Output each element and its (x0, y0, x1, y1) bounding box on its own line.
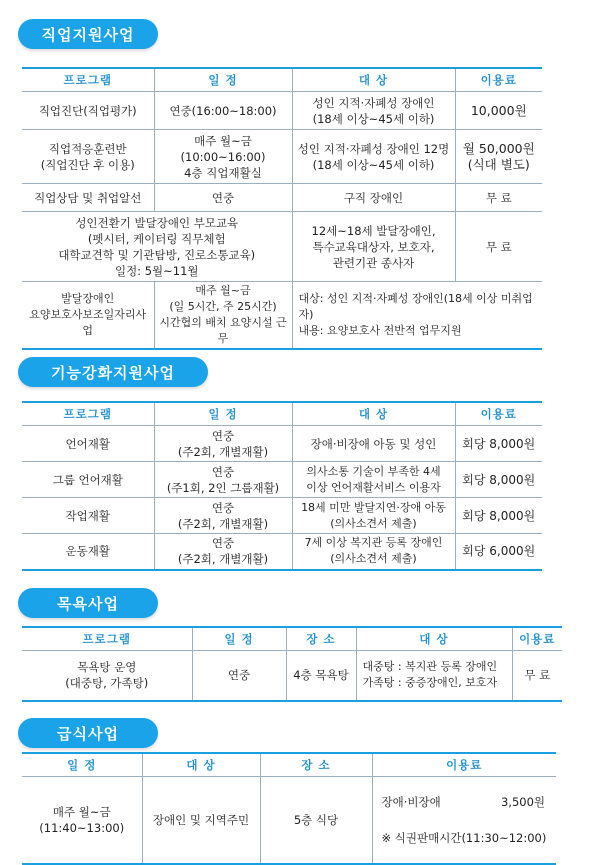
table-row (22, 426, 542, 462)
target-cell: 18세 미만 발달지연·장애 아동 (의사소견서 제출) (292, 498, 455, 534)
schedule-cell: 매주 월~금 (일 5시간, 주 25시간) 시간협의 배치 요양시설 근무 (154, 282, 292, 350)
section-title-bath: 목욕사업 (18, 588, 158, 618)
header-program: 프로그램 (22, 627, 192, 651)
fee-cell: 회당 8,000원 (455, 462, 542, 498)
fee-cell: 회당 8,000원 (455, 498, 542, 534)
header-place: 장 소 (260, 753, 372, 777)
target-cell: 대상: 성인 지적·자폐성 장애인(18세 이상 미취업자) 내용: 요양보호사 전반적 업무지원 (292, 282, 542, 350)
header-schedule: 일 정 (192, 627, 286, 651)
schedule-cell: 연중 (154, 184, 292, 212)
fee-cell: 무 료 (455, 184, 542, 212)
schedule-cell: 연중(16:00~18:00) (154, 92, 292, 130)
schedule-cell: 연중 (주1회, 2인 그룹재활) (154, 462, 292, 498)
program-cell: 운동재활 (22, 534, 154, 570)
schedule-cell: 매주 월~금 (10:00~16:00) 4층 직업재활실 (154, 130, 292, 184)
place-cell: 4층 목욕탕 (286, 651, 356, 701)
header-target: 대 상 (292, 402, 455, 426)
program-cell: 작업재활 (22, 498, 154, 534)
table-row (22, 777, 556, 865)
place-cell: 5층 식당 (260, 777, 372, 865)
header-fee: 이용료 (455, 68, 542, 92)
target-cell: 성인 지적·자폐성 장애인 (18세 이상~45세 이하) (292, 92, 455, 130)
header-fee: 이용료 (455, 402, 542, 426)
table-row (22, 130, 542, 184)
table-row (22, 282, 542, 350)
target-cell: 장애인 및 지역주민 (142, 777, 260, 865)
schedule-cell: 연중 (192, 651, 286, 701)
section-title-job-support: 직업지원사업 (18, 19, 158, 49)
fee-cell: 무 료 (512, 651, 562, 701)
fee-line (376, 794, 554, 810)
target-cell: 장애·비장애 아동 및 성인 (292, 426, 455, 462)
header-place: 장 소 (286, 627, 356, 651)
program-cell: 발달장애인 요양보호사보조일자리사업 (22, 282, 154, 350)
program-cell: 언어재활 (22, 426, 154, 462)
table-row (22, 462, 542, 498)
bath-table (22, 626, 562, 702)
program-cell: 성인전환기 발달장애인 부모교육 (펫시터, 케이터링 직무체험 대학교견학 및 기관탐방, 진로소통교육) 일정: 5월~11월 (22, 212, 292, 282)
fee-value: 3,500원 (500, 795, 545, 809)
table-row (22, 534, 542, 570)
table-row (22, 92, 542, 130)
header-target: 대 상 (356, 627, 512, 651)
target-cell: 7세 이상 복지관 등록 장애인 (의사소견서 제출) (292, 534, 455, 570)
program-cell: 직업진단(직업평가) (22, 92, 154, 130)
target-cell: 12세~18세 발달장애인, 특수교육대상자, 보호자, 관련기관 종사자 (292, 212, 455, 282)
target-cell: 의사소통 기술이 부족한 4세 이상 언어재활서비스 이용자 (292, 462, 455, 498)
target-cell: 구직 장애인 (292, 184, 455, 212)
program-cell: 직업상담 및 취업알선 (22, 184, 154, 212)
table-row (22, 184, 542, 212)
schedule-cell: 연중 (주2회, 개별재활) (154, 498, 292, 534)
job-support-table (22, 67, 542, 350)
target-cell: 성인 지적·자폐성 장애인 12명 (18세 이상~45세 이하) (292, 130, 455, 184)
target-cell: 대중탕 : 복지관 등록 장애인 가족탕 : 중증장애인, 보호자 (356, 651, 512, 701)
function-support-table (22, 401, 542, 571)
schedule-cell: 매주 월~금 (11:40~13:00) (22, 777, 142, 865)
program-cell: 직업적응훈련반 (직업진단 후 이용) (22, 130, 154, 184)
fee-cell: 회당 6,000원 (455, 534, 542, 570)
fee-cell: 월 50,000원 (식대 별도) (455, 130, 542, 184)
section-title-function-support: 기능강화지원사업 (18, 357, 208, 387)
fee-cell (372, 777, 556, 865)
meal-table (22, 752, 556, 865)
header-schedule: 일 정 (154, 402, 292, 426)
header-fee: 이용료 (512, 627, 562, 651)
fee-note: ※ 식권판매시간(11:30~12:00) (381, 831, 547, 845)
header-schedule: 일 정 (22, 753, 142, 777)
header-target: 대 상 (142, 753, 260, 777)
schedule-cell: 연중 (주2회, 개별개활) (154, 534, 292, 570)
table-row (22, 212, 542, 282)
header-program: 프로그램 (22, 402, 154, 426)
fee-label: 장애·비장애 (381, 795, 441, 809)
table-row (22, 651, 562, 701)
table-row (22, 498, 542, 534)
program-cell: 목욕탕 운영 (대중탕, 가족탕) (22, 651, 192, 701)
header-schedule: 일 정 (154, 68, 292, 92)
fee-cell: 10,000원 (455, 92, 542, 130)
fee-cell: 회당 8,000원 (455, 426, 542, 462)
header-program: 프로그램 (22, 68, 154, 92)
schedule-cell: 연중 (주2회, 개별재활) (154, 426, 292, 462)
header-fee: 이용료 (372, 753, 556, 777)
program-cell: 그룹 언어재활 (22, 462, 154, 498)
header-target: 대 상 (292, 68, 455, 92)
section-title-meal: 급식사업 (18, 718, 158, 748)
fee-cell: 무 료 (455, 212, 542, 282)
